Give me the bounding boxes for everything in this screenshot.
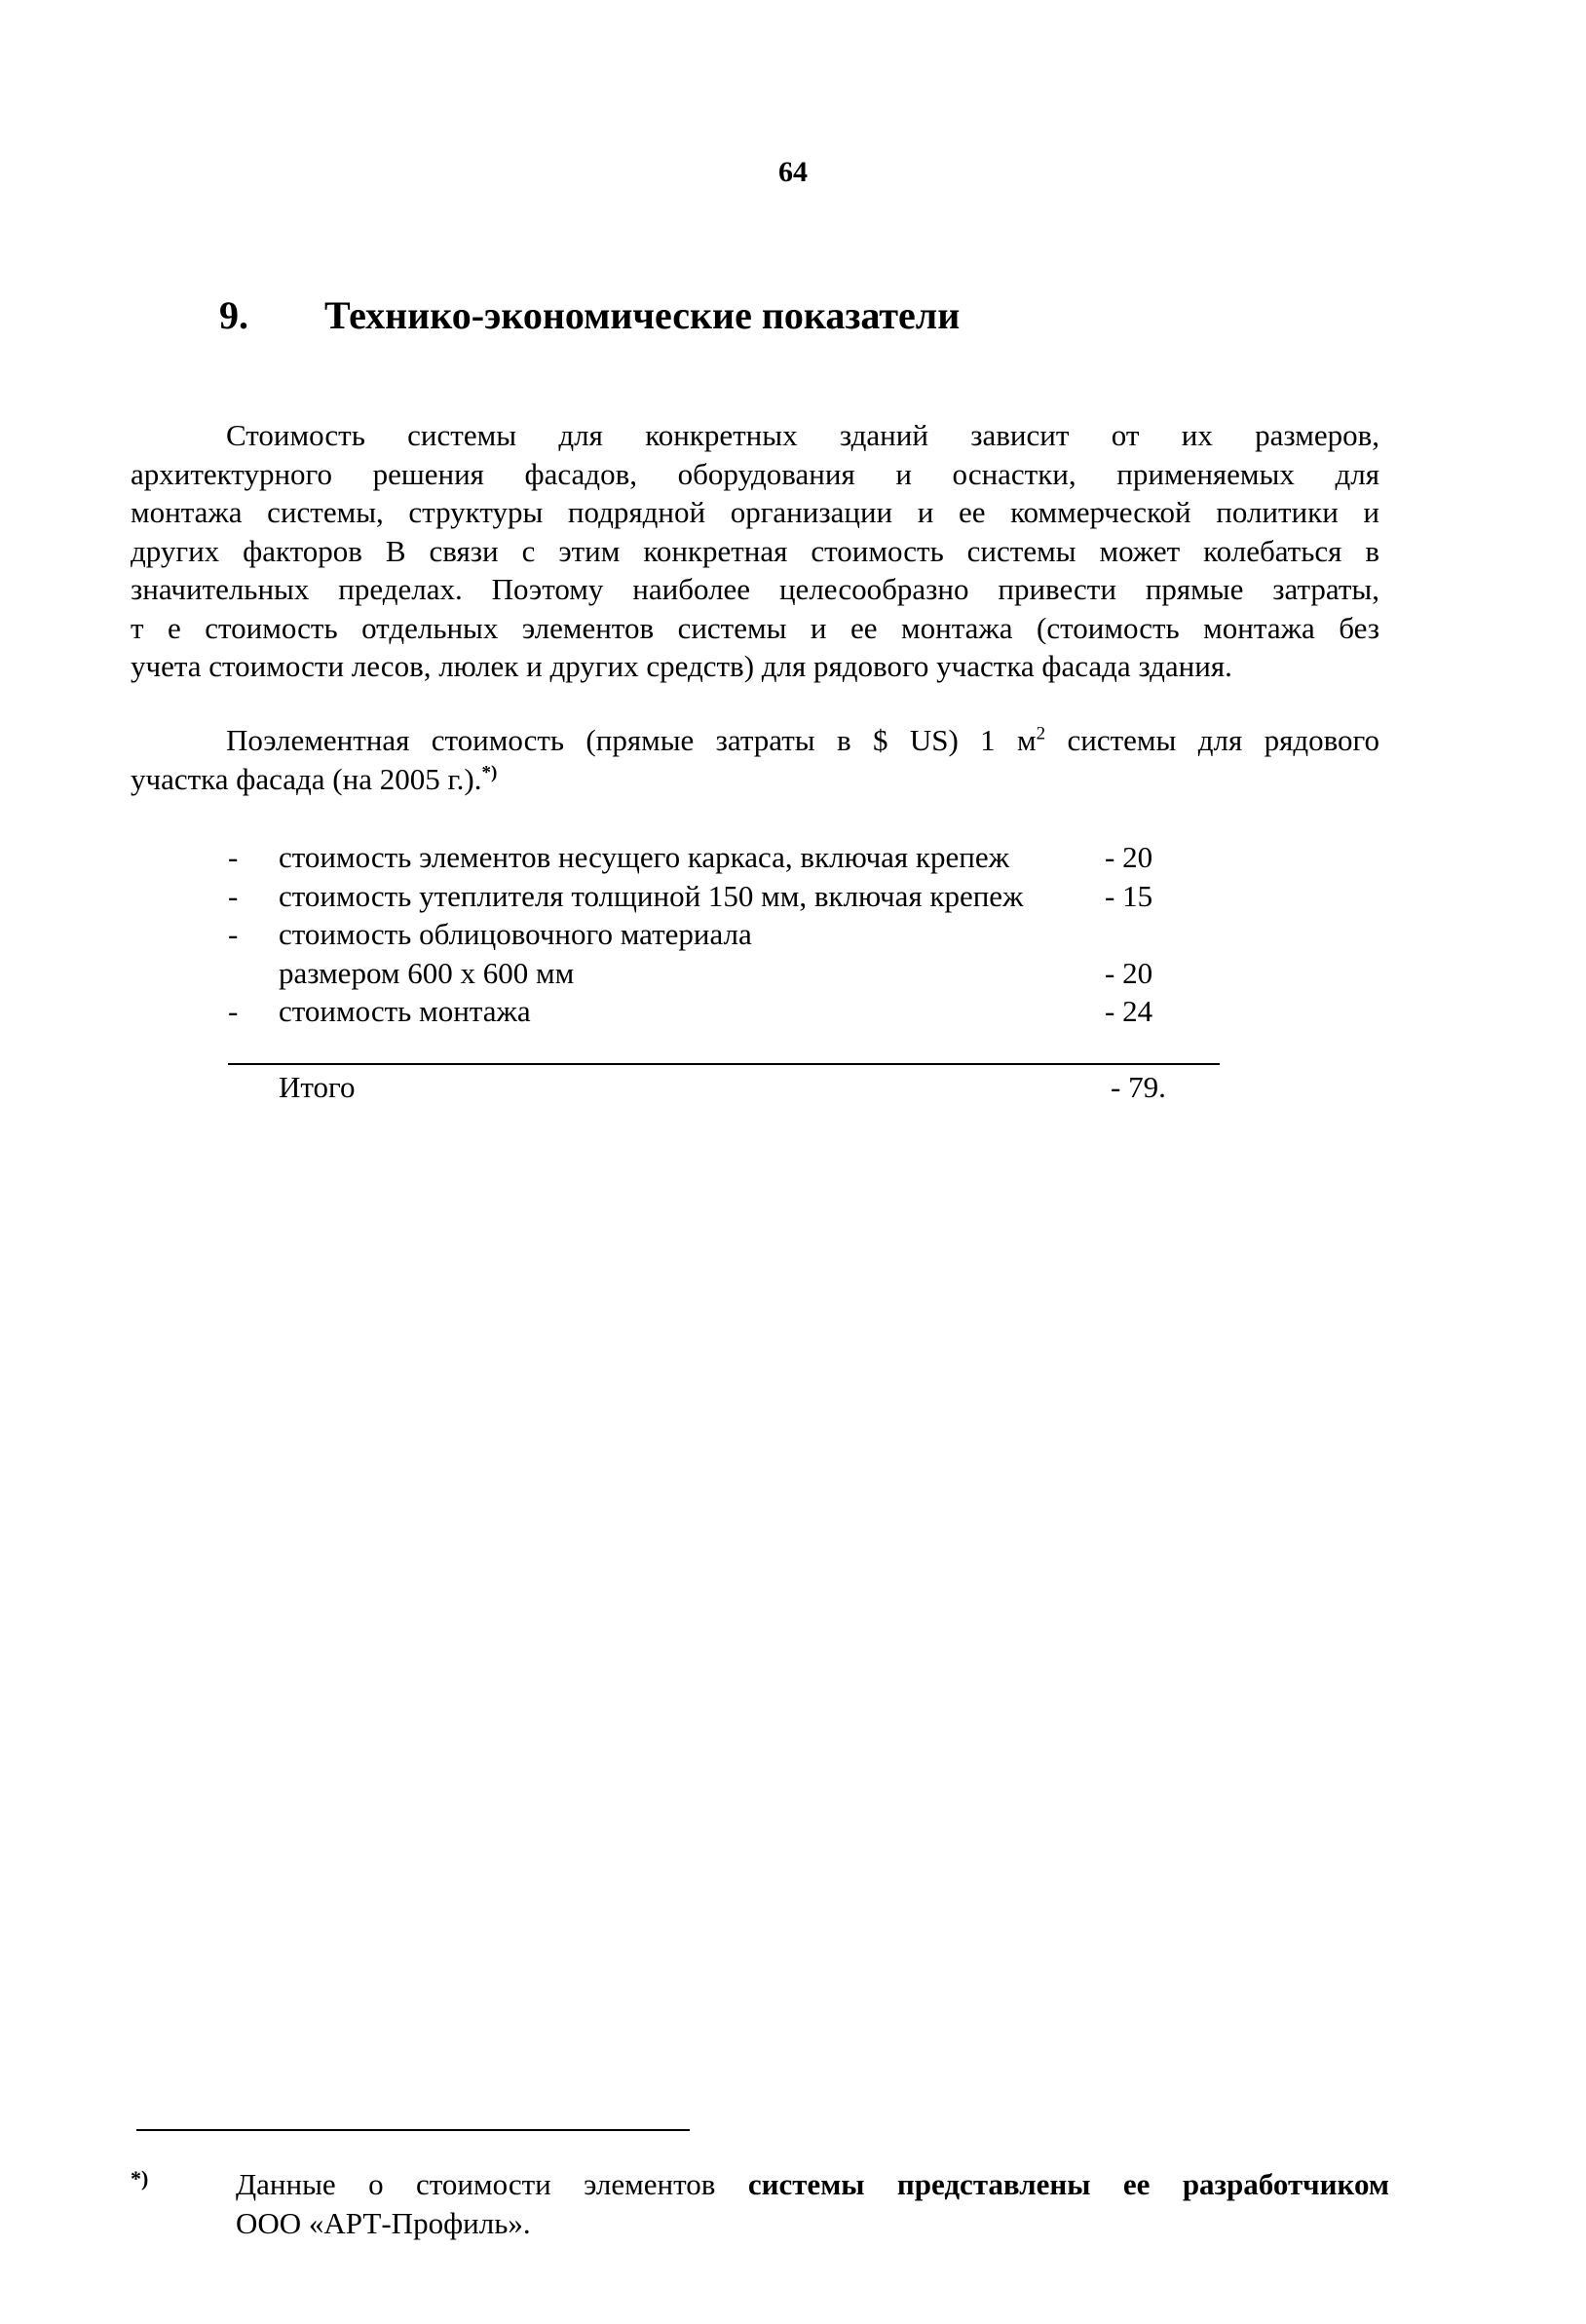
footnote-reference: *) (481, 762, 498, 783)
footnote-line (236, 2165, 1389, 2204)
total-label: Итого (279, 1070, 356, 1104)
paragraph-line: других факторов В связи с этим конкретная стоимость системы может колебаться в (131, 533, 1379, 568)
paragraph-line: монтажа системы, структуры подрядной организации и ее коммерческой политики и (131, 495, 1379, 529)
list-dash: - (228, 917, 239, 951)
intro-paragraph (131, 416, 1379, 686)
cost-item-label: стоимость монтажа (279, 994, 531, 1028)
cost-item-value: - 24 (1105, 994, 1153, 1028)
section-title: Технико-экономические показатели (324, 293, 961, 337)
list-dash: - (228, 994, 239, 1028)
paragraph-line (131, 721, 1379, 760)
page-number: 64 (778, 156, 808, 188)
section-heading (219, 292, 960, 338)
paragraph-line (131, 760, 1379, 799)
cost-intro-paragraph (131, 721, 1379, 798)
cost-item-label: стоимость утеплителя толщиной 150 мм, включая крепеж (279, 878, 1024, 913)
paragraph-line: архитектурного решения фасадов, оборудования и оснастки, применяемых для (131, 456, 1379, 491)
cost-intro-text: Поэлементная стоимость (прямые затраты в $ US) 1 м (226, 723, 1037, 757)
paragraph-line: Стоимость системы для конкретных зданий зависит от их размеров, (226, 418, 1379, 452)
cost-intro-text-end: системы для рядового (1045, 723, 1379, 757)
cost-intro-line2: участка фасада (на 2005 г.). (131, 761, 482, 796)
footnote-divider (136, 2129, 690, 2131)
list-dash: - (228, 878, 239, 913)
list-dash: - (228, 840, 239, 874)
total-divider (228, 1063, 1220, 1065)
footnote-text-bold: системы представлены ее разработчиком (747, 2167, 1389, 2201)
footnote-text: Данные о стоимости элементов (236, 2167, 748, 2201)
paragraph-line: т е стоимость отдельных элементов системы и ее монтажа (стоимость монтажа без (131, 610, 1379, 645)
cost-item-label: стоимость облицовочного материала (279, 917, 752, 951)
footnote-marker: *) (131, 2166, 149, 2191)
section-number: 9. (219, 293, 248, 337)
cost-item-value: - 20 (1105, 955, 1153, 990)
cost-item-label: стоимость элементов несущего каркаса, включая крепеж (279, 840, 1010, 874)
cost-item-value: - 20 (1105, 840, 1153, 874)
footnote-body (236, 2165, 1389, 2242)
total-value: - 79. (1111, 1070, 1166, 1104)
cost-item-value: - 15 (1105, 878, 1153, 913)
footnote-line: ООО «АРТ-Профиль». (236, 2205, 531, 2240)
paragraph-line: значительных пределах. Поэтому наиболее целесообразно привести прямые затраты, (131, 572, 1379, 606)
square-superscript: 2 (1036, 723, 1046, 744)
paragraph-line: учета стоимости лесов, люлек и других средств) для рядового участка фасада здания. (131, 649, 1232, 683)
cost-item-label: размером 600 х 600 мм (279, 955, 575, 990)
